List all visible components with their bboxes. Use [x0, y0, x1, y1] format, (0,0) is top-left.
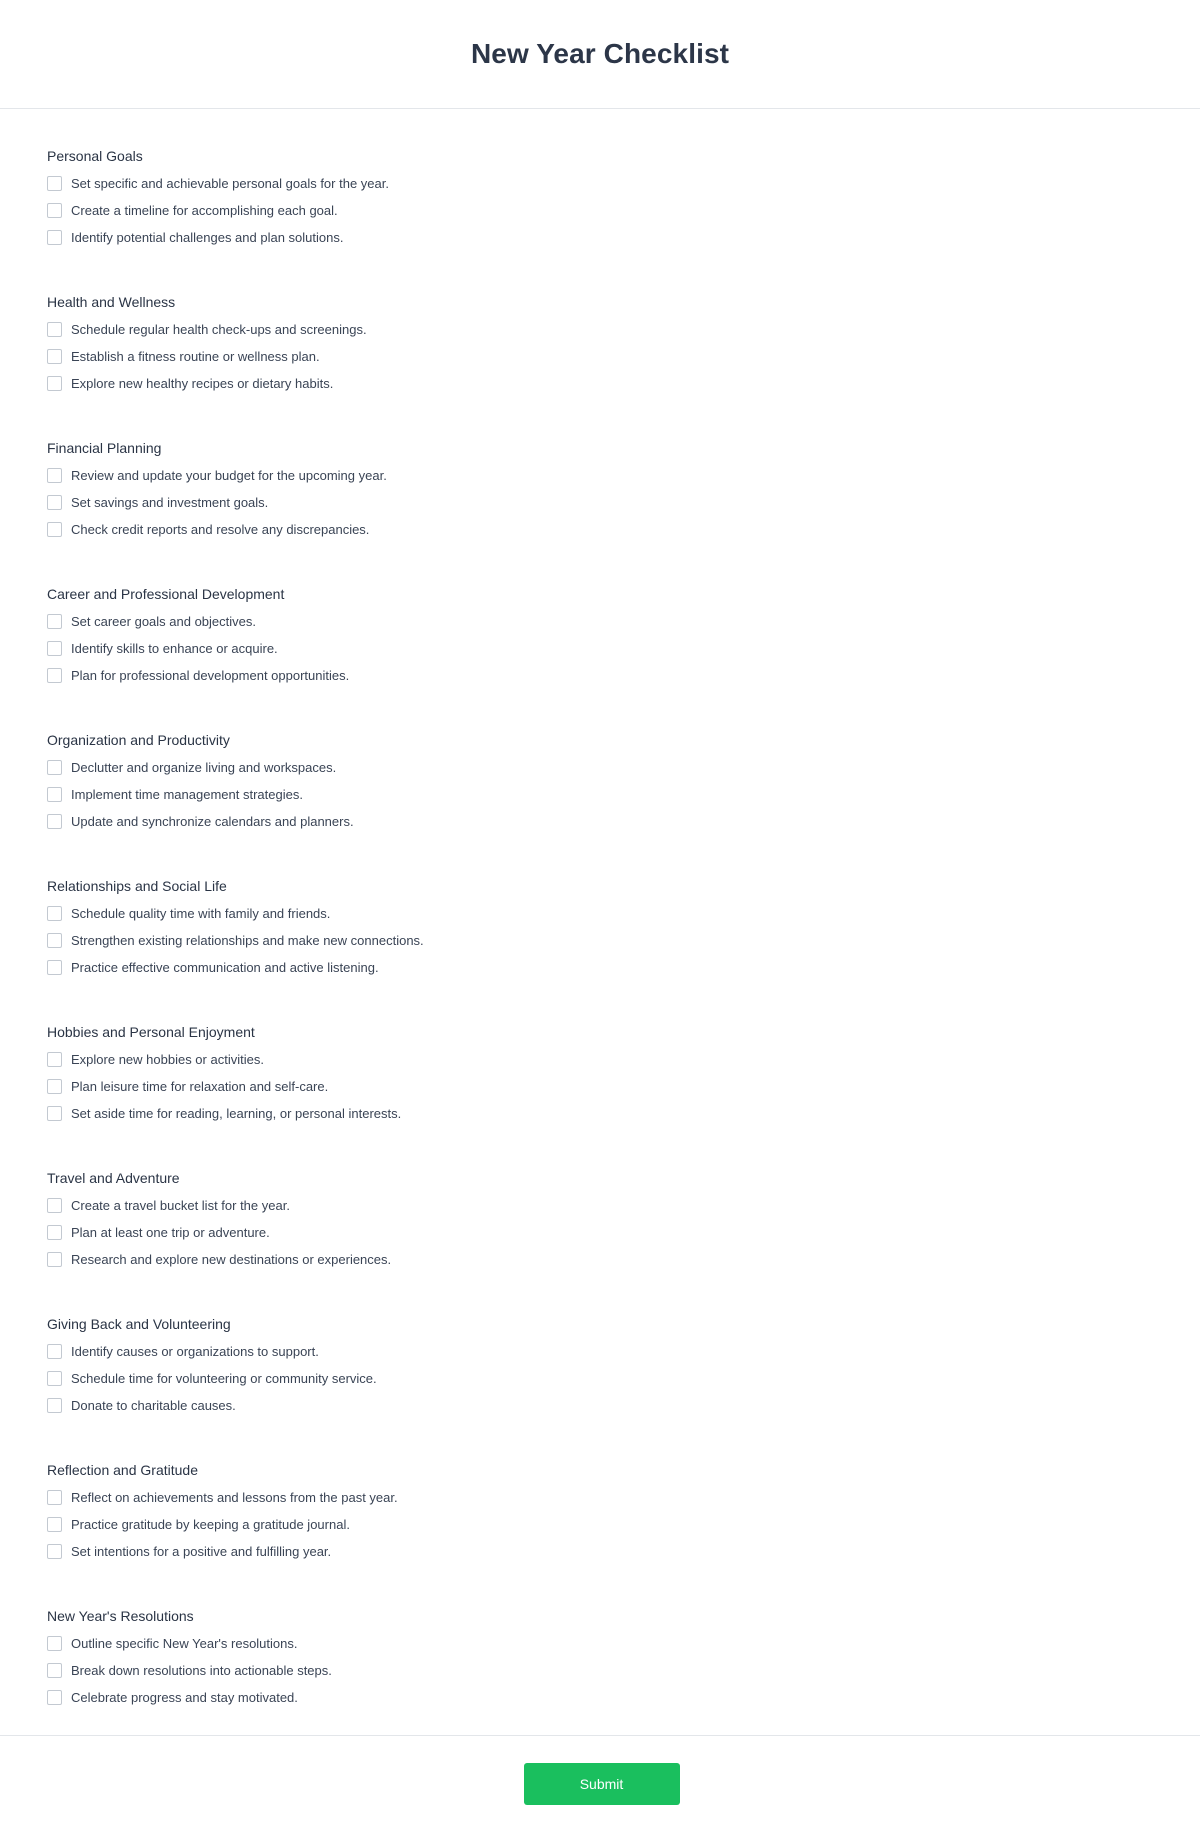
checklist-item-label[interactable]: Create a timeline for accomplishing each goal. — [71, 203, 338, 218]
checkbox[interactable] — [47, 1517, 62, 1532]
checklist-section — [47, 1166, 1200, 1273]
section-title: New Year's Resolutions — [47, 1608, 194, 1624]
checklist-item[interactable] — [47, 343, 1200, 370]
section-title: Organization and Productivity — [47, 732, 230, 748]
checklist-item-label[interactable]: Plan for professional development opportunities. — [71, 668, 350, 683]
checklist-item[interactable] — [47, 1365, 1200, 1392]
checkbox[interactable] — [47, 1490, 62, 1505]
section-title: Travel and Adventure — [47, 1170, 180, 1186]
section-title: Financial Planning — [47, 440, 162, 456]
checklist-item-label[interactable]: Schedule quality time with family and friends. — [71, 906, 331, 921]
checklist-item-label[interactable]: Practice gratitude by keeping a gratitude journal. — [71, 1517, 350, 1532]
checklist-item[interactable] — [47, 516, 1200, 543]
checklist-item[interactable] — [47, 1100, 1200, 1127]
checklist-item[interactable] — [47, 1657, 1200, 1684]
checklist-section — [47, 874, 1200, 981]
checklist-item[interactable] — [47, 1246, 1200, 1273]
checklist-item-label[interactable]: Outline specific New Year's resolutions. — [71, 1636, 298, 1651]
checkbox[interactable] — [47, 614, 62, 629]
checklist-item[interactable] — [47, 1392, 1200, 1419]
checkbox[interactable] — [47, 787, 62, 802]
checkbox[interactable] — [47, 176, 62, 191]
checklist-item[interactable] — [47, 370, 1200, 397]
checklist-item[interactable] — [47, 1484, 1200, 1511]
checklist-item-label[interactable]: Explore new healthy recipes or dietary habits. — [71, 376, 334, 391]
checklist-item-label[interactable]: Set intentions for a positive and fulfilling year. — [71, 1544, 332, 1559]
checklist-item[interactable] — [47, 489, 1200, 516]
checklist-section — [47, 290, 1200, 397]
checklist-item-label[interactable]: Update and synchronize calendars and planners. — [71, 814, 354, 829]
checklist-item-label[interactable]: Research and explore new destinations or experiences. — [71, 1252, 392, 1267]
checklist-item[interactable] — [47, 1073, 1200, 1100]
checkbox[interactable] — [47, 1663, 62, 1678]
checklist-item-label[interactable]: Identify skills to enhance or acquire. — [71, 641, 278, 656]
checklist-section — [47, 1604, 1200, 1711]
checklist-item-label[interactable]: Explore new hobbies or activities. — [71, 1052, 264, 1067]
checklist-item-label[interactable]: Declutter and organize living and workspaces. — [71, 760, 337, 775]
checklist-item[interactable] — [47, 635, 1200, 662]
checklist-content — [0, 109, 1200, 1735]
checkbox[interactable] — [47, 1225, 62, 1240]
checklist-item[interactable] — [47, 1219, 1200, 1246]
checklist-item[interactable] — [47, 608, 1200, 635]
checkbox[interactable] — [47, 814, 62, 829]
checklist-section — [47, 1458, 1200, 1565]
checklist-item-label[interactable]: Donate to charitable causes. — [71, 1398, 236, 1413]
checkbox[interactable] — [47, 760, 62, 775]
checklist-item-label[interactable]: Reflect on achievements and lessons from the past year. — [71, 1490, 398, 1505]
checklist-item-label[interactable]: Implement time management strategies. — [71, 787, 303, 802]
checklist-item-label[interactable]: Set career goals and objectives. — [71, 614, 256, 629]
checkbox[interactable] — [47, 906, 62, 921]
checkbox[interactable] — [47, 960, 62, 975]
checklist-section — [47, 1020, 1200, 1127]
section-title: Hobbies and Personal Enjoyment — [47, 1024, 255, 1040]
checkbox[interactable] — [47, 641, 62, 656]
checklist-item[interactable] — [47, 754, 1200, 781]
checklist-item-label[interactable]: Identify potential challenges and plan solutions. — [71, 230, 344, 245]
checklist-item[interactable] — [47, 462, 1200, 489]
checklist-section — [47, 436, 1200, 543]
checklist-item-label[interactable]: Schedule time for volunteering or community service. — [71, 1371, 377, 1386]
checkbox[interactable] — [47, 1079, 62, 1094]
checklist-item[interactable] — [47, 316, 1200, 343]
checkbox[interactable] — [47, 1198, 62, 1213]
form-header — [0, 0, 1200, 109]
checkbox[interactable] — [47, 1252, 62, 1267]
checkbox[interactable] — [47, 933, 62, 948]
checkbox[interactable] — [47, 1371, 62, 1386]
checklist-item-label[interactable]: Create a travel bucket list for the year. — [71, 1198, 290, 1213]
checklist-item-label[interactable]: Celebrate progress and stay motivated. — [71, 1690, 298, 1705]
checkbox[interactable] — [47, 668, 62, 683]
section-title: Giving Back and Volunteering — [47, 1316, 231, 1332]
checklist-item[interactable] — [47, 1046, 1200, 1073]
checklist-item[interactable] — [47, 927, 1200, 954]
checklist-item-label[interactable]: Check credit reports and resolve any discrepancies. — [71, 522, 370, 537]
checklist-item[interactable] — [47, 954, 1200, 981]
checklist-item-label[interactable]: Schedule regular health check-ups and screenings. — [71, 322, 367, 337]
section-title: Career and Professional Development — [47, 586, 285, 602]
checklist-item-label[interactable]: Set savings and investment goals. — [71, 495, 269, 510]
checklist-item-label[interactable]: Practice effective communication and active listening. — [71, 960, 379, 975]
checklist-item[interactable] — [47, 1538, 1200, 1565]
checklist-item-label[interactable]: Review and update your budget for the upcoming year. — [71, 468, 387, 483]
checklist-item[interactable] — [47, 1684, 1200, 1711]
checklist-item-label[interactable]: Break down resolutions into actionable steps. — [71, 1663, 332, 1678]
checkbox[interactable] — [47, 1106, 62, 1121]
page-title: New Year Checklist — [470, 38, 730, 69]
submit-button[interactable]: Submit — [524, 1763, 680, 1805]
checkbox[interactable] — [47, 1544, 62, 1559]
form-footer — [0, 1735, 1200, 1838]
checklist-section — [47, 582, 1200, 689]
checklist-item[interactable] — [47, 900, 1200, 927]
checkbox[interactable] — [47, 522, 62, 537]
checkbox[interactable] — [47, 495, 62, 510]
checklist-item[interactable] — [47, 808, 1200, 835]
checkbox[interactable] — [47, 1344, 62, 1359]
checkbox[interactable] — [47, 376, 62, 391]
section-title: Personal Goals — [47, 148, 143, 164]
checklist-item[interactable] — [47, 1192, 1200, 1219]
checkbox[interactable] — [47, 203, 62, 218]
checklist-section — [47, 1312, 1200, 1419]
checklist-item[interactable] — [47, 1630, 1200, 1657]
checklist-item[interactable] — [47, 170, 1200, 197]
checklist-item[interactable] — [47, 1511, 1200, 1538]
checkbox[interactable] — [47, 1636, 62, 1651]
checklist-item-label[interactable]: Set aside time for reading, learning, or personal interests. — [71, 1106, 402, 1121]
checkbox[interactable] — [47, 1690, 62, 1705]
checkbox[interactable] — [47, 230, 62, 245]
checkbox[interactable] — [47, 1052, 62, 1067]
checkbox[interactable] — [47, 322, 62, 337]
checklist-item-label[interactable]: Plan at least one trip or adventure. — [71, 1225, 270, 1240]
checklist-section — [47, 728, 1200, 835]
checklist-item-label[interactable]: Identify causes or organizations to support. — [71, 1344, 319, 1359]
checklist-item[interactable] — [47, 662, 1200, 689]
section-title: Relationships and Social Life — [47, 878, 227, 894]
checklist-section — [47, 144, 1200, 251]
checklist-item-label[interactable]: Plan leisure time for relaxation and self-care. — [71, 1079, 329, 1094]
checkbox[interactable] — [47, 349, 62, 364]
checklist-item[interactable] — [47, 781, 1200, 808]
checklist-item[interactable] — [47, 1338, 1200, 1365]
checkbox[interactable] — [47, 468, 62, 483]
checklist-item-label[interactable]: Establish a fitness routine or wellness plan. — [71, 349, 320, 364]
checklist-item[interactable] — [47, 197, 1200, 224]
section-title: Health and Wellness — [47, 294, 176, 310]
checklist-item-label[interactable]: Strengthen existing relationships and make new connections. — [71, 933, 424, 948]
checklist-item-label[interactable]: Set specific and achievable personal goals for the year. — [71, 176, 389, 191]
section-title: Reflection and Gratitude — [47, 1462, 198, 1478]
checklist-item[interactable] — [47, 224, 1200, 251]
checkbox[interactable] — [47, 1398, 62, 1413]
